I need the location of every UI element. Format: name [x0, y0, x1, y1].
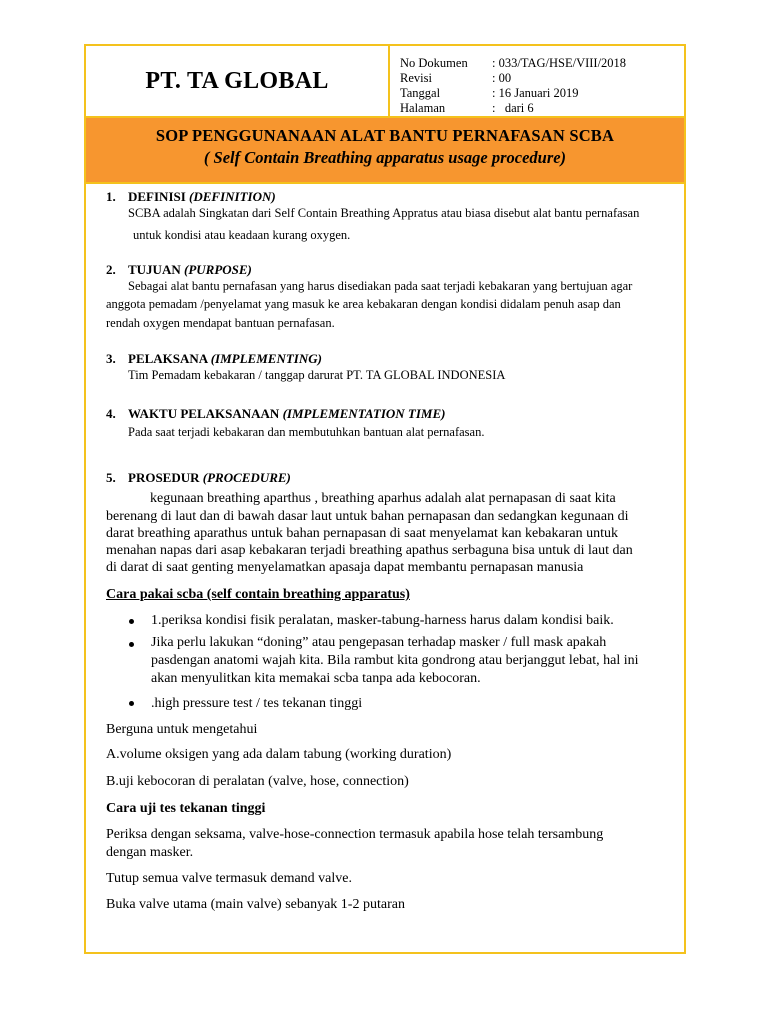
- bullet-icon: [129, 619, 134, 624]
- section-number: 4.: [106, 406, 116, 421]
- section-title-en: (PROCEDURE): [202, 470, 291, 485]
- header-top: [86, 46, 684, 118]
- paragraph-line: Tutup semua valve termasuk demand valve.: [106, 871, 352, 886]
- section-number: 5.: [106, 470, 116, 485]
- usage-heading: Cara pakai scba (self contain breathing apparatus): [106, 587, 410, 602]
- bullet-text: .high pressure test / tes tekanan tinggi: [151, 696, 363, 711]
- meta-value: : 00: [492, 71, 512, 85]
- paragraph-line: Tim Pemadam kebakaran / tanggap darurat PT. TA GLOBAL INDONESIA: [128, 368, 506, 382]
- section-heading: [106, 406, 445, 422]
- bullet-text: 1.periksa kondisi fisik peralatan, masker-tabung-harness harus dalam kondisi baik.: [151, 613, 614, 628]
- meta-key: Revisi: [400, 71, 432, 85]
- paragraph-line: A.volume oksigen yang ada dalam tabung (working duration): [106, 747, 452, 762]
- meta-row: [400, 86, 626, 101]
- paragraph-line: berenang di laut dan di bawah dasar laut untuk bahan pernapasan dan sedangkan kegunaan di: [106, 509, 629, 524]
- meta-value: : 16 Januari 2019: [492, 86, 579, 100]
- section-heading: [106, 470, 291, 486]
- document-subtitle: ( Self Contain Breathing apparatus usage procedure): [203, 148, 567, 167]
- meta-value: : 033/TAG/HSE/VIII/2018: [492, 56, 627, 70]
- meta-row: [400, 71, 626, 86]
- section-title-en: (DEFINITION): [189, 189, 276, 204]
- section-title: PROSEDUR: [128, 470, 203, 485]
- document-title: SOP PENGGUNANAAN ALAT BANTU PERNAFASAN SCBA: [155, 126, 615, 145]
- paragraph-line: Buka valve utama (main valve) sebanyak 1-2 putaran: [106, 897, 405, 912]
- title-banner: [86, 118, 684, 184]
- paragraph-line: dengan masker.: [106, 845, 194, 860]
- paragraph-line: Periksa dengan seksama, valve-hose-connection termasuk apabila hose telah tersambung: [106, 827, 604, 842]
- paragraph-line: menahan napas dari asap kebakaran terjadi breathing apathus serbaguna bisa untuk di laut dan: [106, 543, 633, 558]
- section-title: DEFINISI: [128, 189, 190, 204]
- company-name: PT. TA GLOBAL: [86, 46, 390, 116]
- document-meta: [400, 56, 626, 116]
- meta-row: [400, 101, 626, 116]
- bullet-text: akan menyulitkan kita memakai scba tanpa ada kebocoran.: [151, 671, 481, 686]
- meta-value: : dari 6: [492, 101, 534, 115]
- paragraph-line: darat breathing aparathus untuk bahan pernapasan di saat menyelamat kan kebakaran untuk: [106, 526, 618, 541]
- paragraph-line: di darat di saat genting menyelamatkan apasaja dapat membantu pernapasan manusia: [106, 560, 584, 575]
- paragraph-line: B.uji kebocoran di peralatan (valve, hose, connection): [106, 774, 409, 789]
- section-title-en: (PURPOSE): [183, 262, 252, 277]
- section-title: TUJUAN: [128, 262, 184, 277]
- section-number: 2.: [106, 262, 116, 277]
- bullet-text: Jika perlu lakukan “doning” atau pengepasan terhadap masker / full mask apakah: [151, 635, 607, 650]
- paragraph-line: Berguna untuk mengetahui: [106, 722, 258, 737]
- section-title-en: (IMPLEMENTING): [210, 351, 322, 366]
- bullet-icon: [129, 642, 134, 647]
- test-heading: Cara uji tes tekanan tinggi: [106, 801, 266, 816]
- section-title-en: (IMPLEMENTATION TIME): [282, 406, 446, 421]
- section-number: 3.: [106, 351, 116, 366]
- paragraph-line: rendah oxygen mendapat bantuan pernafasan.: [106, 316, 335, 330]
- paragraph-line: anggota pemadam /penyelamat yang masuk ke area kebakaran dengan kondisi didalam penuh asap dan: [106, 297, 621, 311]
- meta-key: Halaman: [400, 101, 446, 115]
- meta-key: No Dokumen: [400, 56, 468, 70]
- section-title: WAKTU PELAKSANAAN: [128, 406, 283, 421]
- paragraph-line: kegunaan breathing aparthus , breathing aparhus adalah alat pernapasan di saat kita: [150, 491, 616, 506]
- section-number: 1.: [106, 189, 116, 204]
- bullet-text: pasdengan anatomi wajah kita. Bila rambut kita gondrong atau berjanggut lebat, hal ini: [151, 653, 639, 668]
- bullet-icon: [129, 701, 134, 706]
- meta-key: Tanggal: [400, 86, 441, 100]
- paragraph-line: Pada saat terjadi kebakaran dan membutuhkan bantuan alat pernafasan.: [128, 425, 485, 439]
- paragraph-line: Sebagai alat bantu pernafasan yang harus disediakan pada saat terjadi kebakaran yang bertujuan agar: [128, 279, 633, 293]
- paragraph-line: untuk kondisi atau keadaan kurang oxygen.: [133, 228, 351, 242]
- paragraph-line: SCBA adalah Singkatan dari Self Contain Breathing Appratus atau biasa disebut alat bantu pernafasan: [128, 206, 640, 220]
- meta-row: [400, 56, 626, 71]
- section-title: PELAKSANA: [128, 351, 211, 366]
